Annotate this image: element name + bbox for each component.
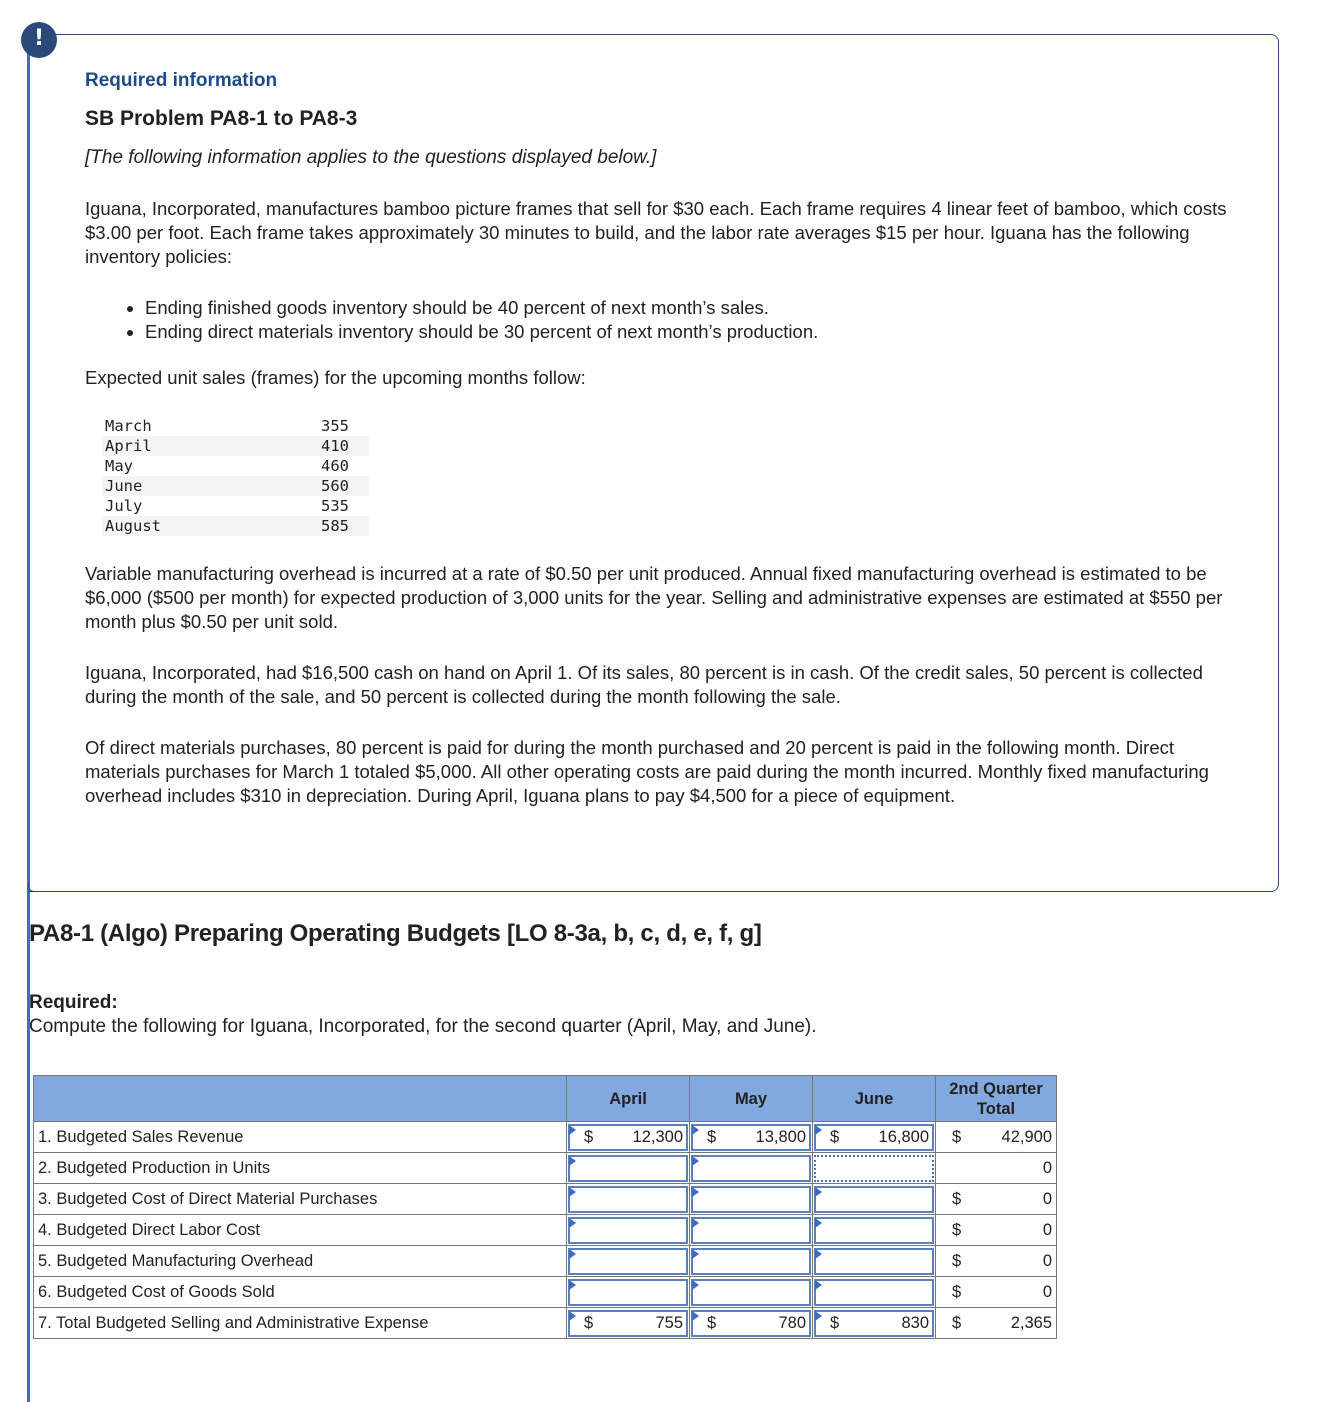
units: 585 [288,516,369,536]
row-label: 1. Budgeted Sales Revenue [34,1122,567,1153]
table-row [34,1215,1057,1246]
currency-symbol: $ [584,1313,594,1332]
intro-paragraph: Iguana, Incorporated, manufactures bamboo picture frames that sell for $30 each. Each frame requires 4 linear feet of bamboo, which costs $3.00 per foot. Each frame takes approximately 30 minutes to build, and the labor rate averages $15 per hour. Iguana has the following inventory policies: [85,198,1227,267]
cell-value: 0 [1042,1158,1052,1177]
policy-item: • Ending finished goods inventory should be 40 percent of next month’s sales. [145,296,818,320]
table-row [34,1308,1057,1339]
row-label: 6. Budgeted Cost of Goods Sold [34,1277,567,1308]
cell-value: 755 [655,1313,683,1332]
quarter-total-cogs [936,1278,1056,1307]
may-direct-labor-input[interactable] [691,1217,811,1244]
table-row [34,1184,1057,1215]
june-production-input[interactable] [814,1155,934,1182]
row-label: 5. Budgeted Manufacturing Overhead [34,1246,567,1277]
cell-value: 42,900 [1001,1127,1052,1146]
june-overhead-input[interactable] [814,1248,934,1275]
row-label: 2. Budgeted Production in Units [34,1153,567,1184]
may-cogs-input[interactable] [691,1279,811,1306]
month: August [102,516,288,536]
table-row [34,1277,1057,1308]
currency-symbol: $ [584,1127,594,1146]
inventory-policies-list [85,296,818,344]
quarter-total-direct-labor [936,1216,1056,1245]
units: 355 [321,417,349,435]
currency-symbol: $ [952,1282,962,1301]
currency-symbol: $ [952,1251,962,1270]
cash-paragraph: Iguana, Incorporated, had $16,500 cash on hand on April 1. Of its sales, 80 percent is in cash. Of the credit sales, 50 percent is collected during the month of the sale, and 50 percent is collected during the month following the sale. [85,662,1203,707]
header-may: May [690,1076,813,1122]
cell-value: 12,300 [632,1127,683,1146]
required-information-heading: Required information [85,70,278,91]
april-cogs-input[interactable] [568,1279,688,1306]
alert-icon: ! [21,22,57,58]
currency-symbol: $ [952,1313,962,1332]
cell-value: 780 [778,1313,806,1332]
cell-value: 16,800 [878,1127,929,1146]
may-sga-input[interactable] [691,1310,811,1337]
month: June [102,476,288,496]
units: 410 [288,436,369,456]
may-sales-revenue-input[interactable] [691,1124,811,1151]
header-june: June [813,1076,936,1122]
required-instructions: Compute the following for Iguana, Incorporated, for the second quarter (April, May, and June). [29,1016,817,1037]
april-dm-purchases-input[interactable] [568,1186,688,1213]
table-row [34,1153,1057,1184]
june-cogs-input[interactable] [814,1279,934,1306]
required-label: Required: [29,992,118,1013]
row-label: 7. Total Budgeted Selling and Administrative Expense [34,1308,567,1339]
units: 460 [321,457,349,475]
currency-symbol: $ [707,1313,717,1332]
quarter-total-sales-revenue [936,1123,1056,1152]
cell-value: 830 [901,1313,929,1332]
cell-value: 0 [1042,1251,1052,1270]
may-overhead-input[interactable] [691,1248,811,1275]
quarter-total-overhead [936,1247,1056,1276]
operating-budget-table [33,1075,1057,1339]
month: March [105,417,152,435]
row-label: 3. Budgeted Cost of Direct Material Purchases [34,1184,567,1215]
june-dm-purchases-input[interactable] [814,1186,934,1213]
currency-symbol: $ [952,1220,962,1239]
april-direct-labor-input[interactable] [568,1217,688,1244]
header-quarter-total: 2nd Quarter Total [936,1076,1057,1122]
cell-value: 0 [1042,1220,1052,1239]
sales-row [102,516,369,536]
april-production-input[interactable] [568,1155,688,1182]
policy-item: • Ending direct materials inventory should be 30 percent of next month’s production. [145,320,818,344]
month: May [105,457,133,475]
month: July [105,497,143,515]
quarter-total-production [936,1154,1056,1183]
june-sga-input[interactable] [814,1310,934,1337]
currency-symbol: $ [952,1189,962,1208]
units: 535 [321,497,349,515]
materials-paragraph: Of direct materials purchases, 80 percent is paid for during the month purchased and 20 percent is paid in the following month. Direct materials purchases for March 1 totaled $5,000. All other operating costs are paid during the month incurred. Monthly fixed manufacturing overhead includes $310 in depreciation. During April, Iguana plans to pay $4,500 for a piece of equipment. [85,737,1209,806]
row-label: 4. Budgeted Direct Labor Cost [34,1215,567,1246]
applies-note: [The following information applies to the questions displayed below.] [85,147,657,168]
question-title: PA8-1 (Algo) Preparing Operating Budgets [LO 8-3a, b, c, d, e, f, g] [29,920,762,947]
currency-symbol: $ [830,1313,840,1332]
cell-value: 13,800 [755,1127,806,1146]
sales-intro: Expected unit sales (frames) for the upcoming months follow: [85,367,586,388]
cell-value: 0 [1042,1282,1052,1301]
april-sales-revenue-input[interactable] [568,1124,688,1151]
april-overhead-input[interactable] [568,1248,688,1275]
table-row [34,1122,1057,1153]
may-production-input[interactable] [691,1155,811,1182]
quarter-total-sga [936,1309,1056,1338]
june-direct-labor-input[interactable] [814,1217,934,1244]
sales-row [102,416,369,436]
june-sales-revenue-input[interactable] [814,1124,934,1151]
currency-symbol: $ [707,1127,717,1146]
cell-value: 2,365 [1010,1313,1052,1332]
table-row [34,1246,1057,1277]
month: April [102,436,288,456]
units: 560 [288,476,369,496]
sales-row [102,436,369,456]
problem-title: SB Problem PA8-1 to PA8-3 [85,107,358,130]
may-dm-purchases-input[interactable] [691,1186,811,1213]
currency-symbol: $ [952,1127,962,1146]
header-april: April [567,1076,690,1122]
cell-value: 0 [1042,1189,1052,1208]
quarter-total-dm-purchases [936,1185,1056,1214]
expected-sales-table [102,416,369,536]
april-sga-input[interactable] [568,1310,688,1337]
header-blank [34,1076,567,1122]
header-row [34,1076,1057,1122]
sales-row [102,476,369,496]
sales-row [102,456,369,476]
currency-symbol: $ [830,1127,840,1146]
sales-row [102,496,369,516]
overhead-paragraph: Variable manufacturing overhead is incurred at a rate of $0.50 per unit produced. Annual fixed manufacturing overhead is estimated to be $6,000 ($500 per month) for expected production of 3,000 units for the year. Selling and administrative expenses are estimated at $550 per month plus $0.50 per unit sold. [85,563,1223,632]
